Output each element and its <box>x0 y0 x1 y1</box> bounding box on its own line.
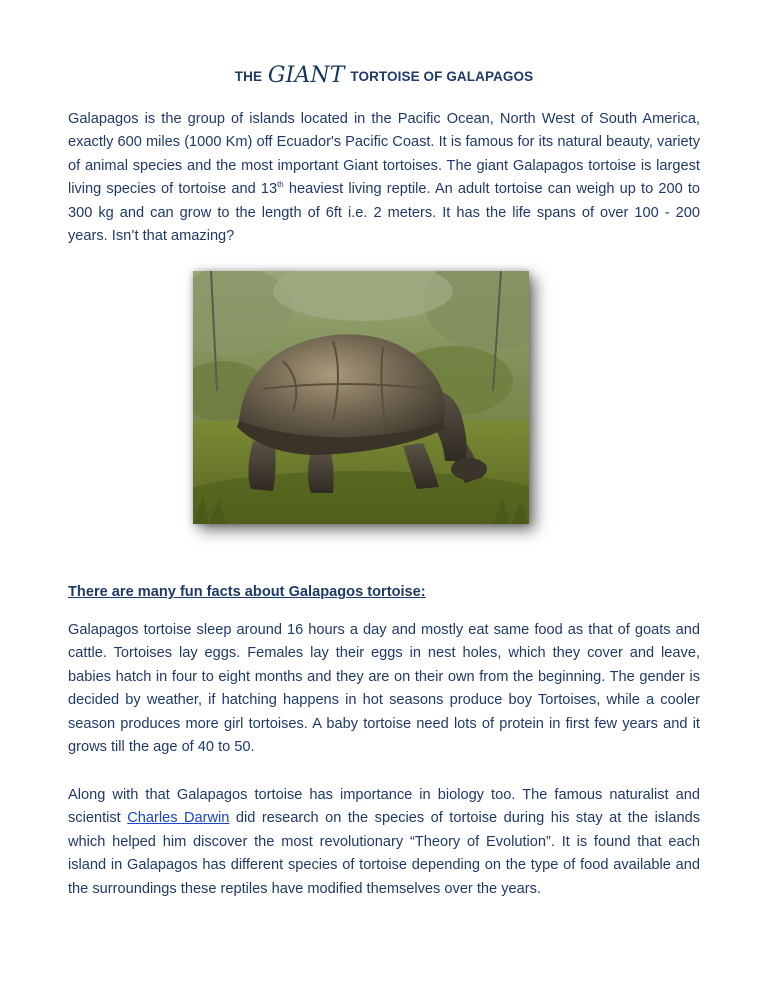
tortoise-photo <box>193 271 529 524</box>
title-suffix: TORTOISE OF GALAPAGOS <box>350 69 534 84</box>
facts-paragraph: Galapagos tortoise sleep around 16 hours a day and mostly eat same food as that of goats and cattle. Tortoises lay eggs. Females lay their eggs in nest holes, which they cover and leave, babies hatch in four to eight months and they are on their own from the beginning. The gender is decided by weather, if hatching happens in hot seasons produce boy Tortoises, while a cooler season produces more girl tortoises. A baby tortoise need lots of protein in first few years and it grows till the age of 40 to 50. <box>68 622 700 756</box>
charles-darwin-link[interactable]: Charles Darwin <box>127 810 230 827</box>
intro-superscript: th <box>277 180 284 190</box>
biology-paragraph <box>68 784 700 901</box>
title-prefix: THE <box>234 69 263 84</box>
document-title <box>0 62 768 87</box>
intro-text-part1: Galapagos is the group of islands located in the Pacific Ocean, North West of South America, exactly 600 miles (1000 Km) off Ecuador's Pacific Coast. It is famous for its natural beauty, variety of animal species and the most important Giant tortoises. The giant Galapagos tortoise is largest living species of tortoise and 13 <box>68 111 700 198</box>
biology-text-part1: Along with that Galapagos tortoise has importance in biology too. The famous naturalist and scientist <box>68 787 700 827</box>
intro-paragraph <box>68 108 700 248</box>
title-emphasis: GIANT <box>267 63 345 88</box>
fun-facts-heading: There are many fun facts about Galapagos tortoise: <box>68 584 426 600</box>
giant-tortoise-photo-icon <box>193 271 529 524</box>
intro-text-part2: heaviest living reptile. An adult tortoise can weigh up to 200 to 300 kg and can grow to the length of 6ft i.e. 2 meters. It has the life spans of over 100 - 200 years. Isn’t that amazing? <box>68 181 700 245</box>
biology-text-part2: did research on the species of tortoise during his stay at the islands which helped him discover the most revolutionary “Theory of Evolution”. It is found that each island in Galapagos has different species of tortoise depending on the type of food available and the surroundings these reptiles have modified themselves over the years. <box>68 810 700 897</box>
